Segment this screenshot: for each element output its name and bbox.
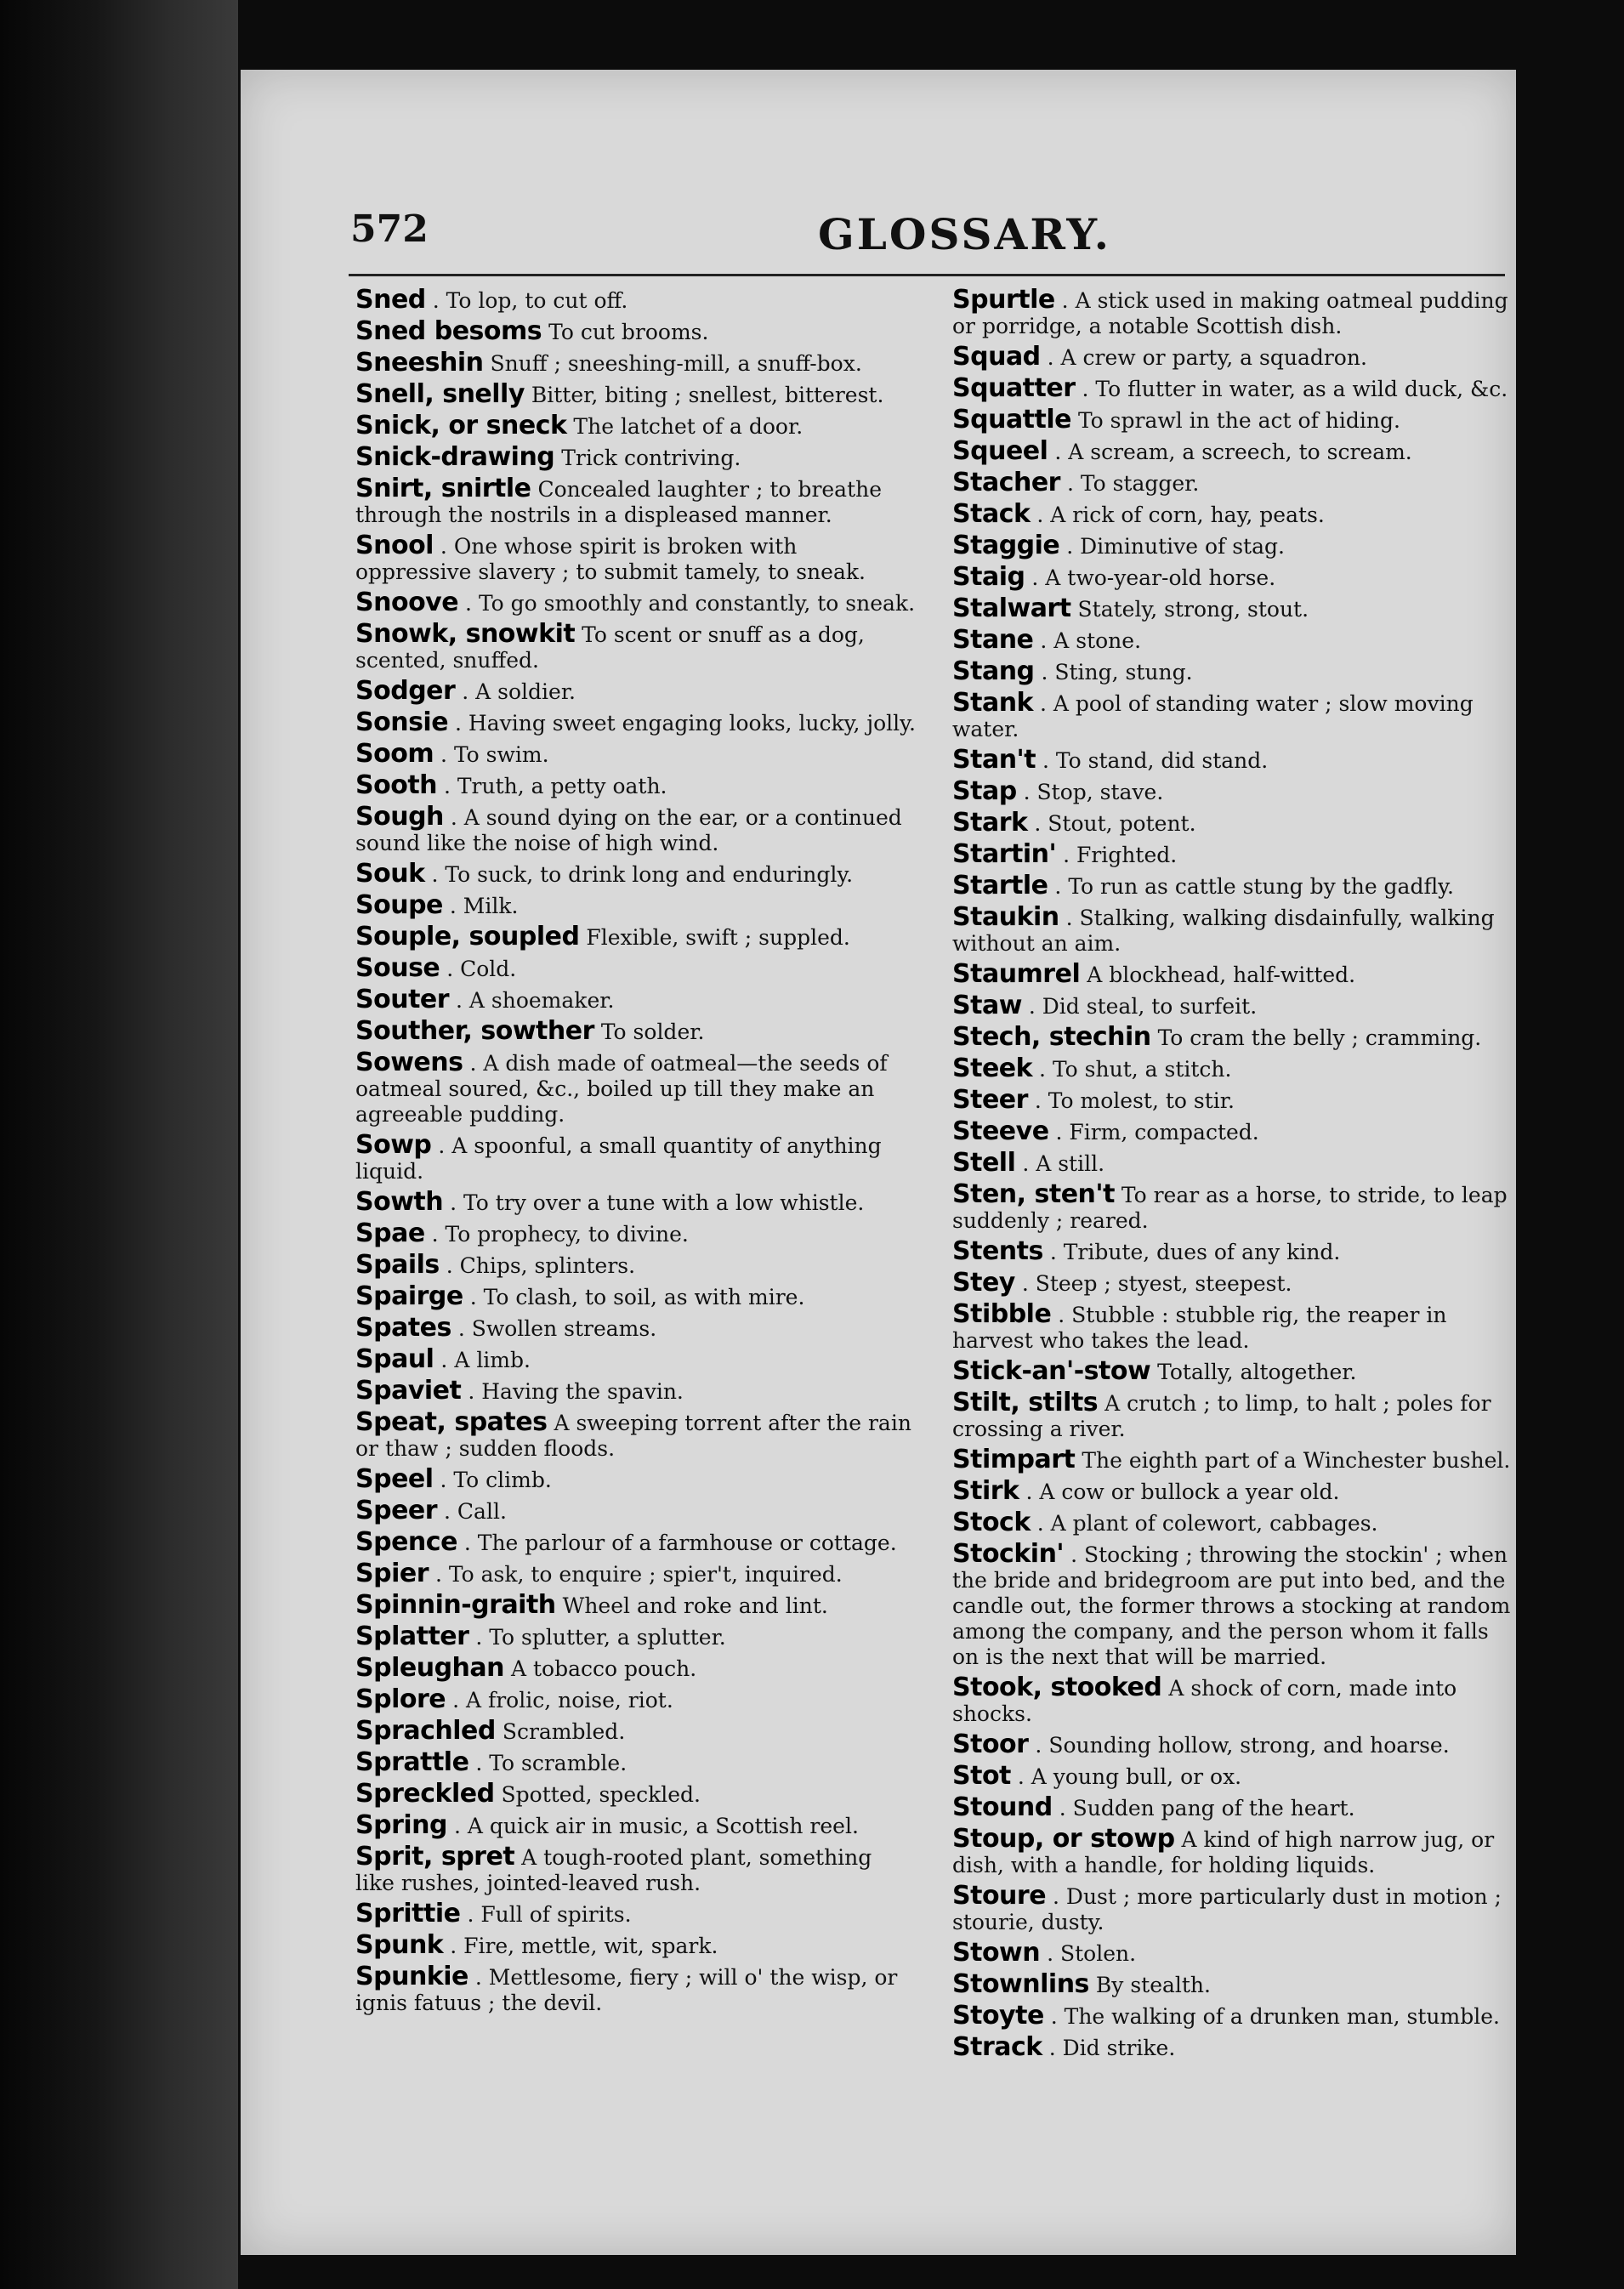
glossary-definition: The latchet of a door. <box>573 414 803 439</box>
glossary-entry <box>355 953 917 983</box>
glossary-definition: . Swollen streams. <box>457 1316 657 1341</box>
glossary-definition: . Stop, stave. <box>1023 780 1164 804</box>
glossary-entry <box>355 590 917 616</box>
glossary-headword: Stownlins <box>952 1969 1089 1999</box>
glossary-headword: Speat, spates <box>355 1407 548 1437</box>
glossary-definition: . To run as cattle stung by the gadfly. <box>1054 874 1454 899</box>
glossary-headword: Stoure <box>952 1881 1047 1911</box>
glossary-entry <box>952 2032 1513 2062</box>
glossary-headword: Steer <box>952 1085 1028 1115</box>
glossary-definition: Scrambled. <box>502 1719 626 1744</box>
glossary-headword: Sooth <box>355 770 438 800</box>
glossary-definition: . A sound dying on the ear, or a continued sound like the noise of high wind. <box>355 805 902 855</box>
glossary-entry <box>355 1315 917 1342</box>
glossary-headword: Spurtle <box>952 285 1055 315</box>
glossary-entry <box>355 804 917 856</box>
glossary-headword: Squeel <box>952 436 1048 466</box>
glossary-definition: . Sudden pang of the heart. <box>1059 1796 1355 1820</box>
glossary-entry <box>952 596 1513 622</box>
glossary-headword: Stoup, or stowp <box>952 1824 1175 1854</box>
glossary-definition: . To go smoothly and constantly, to sneak. <box>465 591 916 616</box>
glossary-definition: To cram the belly ; cramming. <box>1157 1025 1482 1050</box>
running-head: GLOSSARY. <box>818 209 1111 259</box>
glossary-definition: . To lop, to cut off. <box>432 288 628 313</box>
glossary-entry <box>952 470 1513 497</box>
glossary-entry <box>355 476 917 528</box>
glossary-entry <box>355 1561 917 1588</box>
glossary-entry <box>952 407 1513 434</box>
glossary-definition: . A scream, a screech, to scream. <box>1054 440 1412 464</box>
glossary-headword: Snowk, snowkit <box>355 619 576 649</box>
glossary-headword: Splatter <box>355 1622 469 1651</box>
glossary-definition: . Did strike. <box>1048 2036 1176 2060</box>
glossary-headword: Stoor <box>952 1730 1029 1759</box>
glossary-headword: Squattle <box>952 405 1071 435</box>
glossary-entry <box>952 562 1513 592</box>
glossary-entry <box>952 1150 1513 1177</box>
glossary-entry <box>355 1781 917 1808</box>
glossary-entry <box>355 1747 917 1777</box>
glossary-entry <box>355 619 917 673</box>
glossary-entry <box>952 1883 1513 1935</box>
glossary-definition: . To prophecy, to divine. <box>431 1222 689 1247</box>
glossary-headword: Sough <box>355 802 444 832</box>
glossary-entry <box>952 959 1513 989</box>
glossary-definition: . To stand, did stand. <box>1042 748 1269 773</box>
glossary-definition: By stealth. <box>1095 1973 1211 1997</box>
glossary-definition: . Stocking ; throwing the stockin' ; when the bride and bridegroom are put into bed, and the candle out, the former throws a stocking at random among the company, and the person whom it falls on is the next that will be married. <box>952 1542 1511 1669</box>
glossary-entry <box>355 707 917 737</box>
glossary-entry <box>952 902 1513 957</box>
glossary-definition: . Full of spirits. <box>467 1902 632 1927</box>
glossary-entry <box>355 741 917 768</box>
glossary-definition: . A frolic, noise, riot. <box>452 1688 673 1712</box>
glossary-entry <box>952 1390 1513 1442</box>
glossary-headword: Sodger <box>355 676 456 706</box>
glossary-headword: Stilt, stilts <box>952 1388 1099 1417</box>
glossary-headword: Stick-an'-stow <box>952 1356 1151 1386</box>
glossary-entry <box>355 1527 917 1557</box>
glossary-entry <box>952 873 1513 900</box>
glossary-definition: . Fire, mettle, wit, spark. <box>450 1934 718 1958</box>
glossary-headword: Stibble <box>952 1299 1052 1329</box>
glossary-headword: Sprittie <box>355 1899 461 1928</box>
glossary-definition: A kind of high narrow jug, or dish, with a handle, for holding liquids. <box>952 1827 1495 1877</box>
glossary-definition: . To try over a tune with a low whistle. <box>450 1190 865 1215</box>
glossary-headword: Spinnin-graith <box>355 1590 556 1620</box>
glossary-headword: Sowp <box>355 1130 432 1160</box>
glossary-headword: Squatter <box>952 373 1076 403</box>
glossary-headword: Stey <box>952 1268 1015 1298</box>
glossary-definition: To rear as a horse, to stride, to leap suddenly ; reared. <box>952 1183 1508 1233</box>
glossary-headword: Spairge <box>355 1281 463 1311</box>
glossary-definition: . Having sweet engaging looks, lucky, jolly. <box>455 711 916 736</box>
glossary-definition: . Having the spavin. <box>468 1379 684 1404</box>
glossary-headword: Stook, stooked <box>952 1673 1162 1702</box>
glossary-entry <box>952 776 1513 806</box>
glossary-definition: Trick contriving. <box>561 446 741 470</box>
glossary-definition: To sprawl in the act of hiding. <box>1077 408 1400 433</box>
glossary-definition: . To swim. <box>440 742 549 767</box>
glossary-entry <box>355 1624 917 1650</box>
glossary-column-left <box>355 287 917 2021</box>
glossary-headword: Stot <box>952 1761 1011 1791</box>
glossary-entry <box>355 413 917 440</box>
glossary-headword: Splore <box>355 1684 446 1714</box>
glossary-definition: . Firm, compacted. <box>1055 1120 1259 1144</box>
glossary-entry <box>952 839 1513 869</box>
glossary-entry <box>355 350 917 377</box>
glossary-definition: . Stout, potent. <box>1034 811 1196 836</box>
glossary-entry <box>355 379 917 409</box>
glossary-entry <box>355 316 917 346</box>
glossary-entry <box>952 1356 1513 1386</box>
glossary-entry <box>355 1964 917 2016</box>
glossary-headword: Stents <box>952 1236 1043 1266</box>
glossary-definition: . One whose spirit is broken with oppressive slavery ; to submit tamely, to sneak. <box>355 534 866 584</box>
glossary-entry <box>355 890 917 920</box>
glossary-definition: . A shoemaker. <box>456 988 615 1013</box>
glossary-definition: . A young bull, or ox. <box>1017 1764 1242 1789</box>
glossary-headword: Staw <box>952 991 1022 1020</box>
glossary-definition: A sweeping torrent after the rain or thaw ; sudden floods. <box>355 1411 911 1461</box>
glossary-headword: Sprattle <box>355 1747 469 1777</box>
glossary-entry <box>952 1940 1513 1967</box>
glossary-entry <box>952 656 1513 686</box>
glossary-definition: . A rick of corn, hay, peats. <box>1036 503 1325 527</box>
glossary-entry <box>355 442 917 472</box>
glossary-entry <box>355 1844 917 1896</box>
glossary-definition: Bitter, biting ; snellest, bitterest. <box>531 383 884 407</box>
glossary-definition: . Mettlesome, fiery ; will o' the wisp, or ignis fatuus ; the devil. <box>355 1965 898 2015</box>
glossary-definition: . Steep ; styest, steepest. <box>1021 1271 1292 1296</box>
glossary-headword: Startin' <box>952 839 1057 869</box>
glossary-headword: Souther, sowther <box>355 1016 594 1046</box>
glossary-headword: Stoyte <box>952 2001 1044 2031</box>
glossary-entry <box>952 344 1513 371</box>
glossary-entry <box>952 1022 1513 1052</box>
glossary-entry <box>355 1252 917 1279</box>
glossary-entry <box>355 1407 917 1462</box>
glossary-definition: . To climb. <box>440 1468 552 1492</box>
glossary-definition: . A soldier. <box>462 679 576 704</box>
glossary-column-right <box>952 287 1513 2066</box>
glossary-definition: . A stick used in making oatmeal pudding or porridge, a notable Scottish dish. <box>952 288 1508 338</box>
glossary-entry <box>952 747 1513 774</box>
glossary-headword: Stang <box>952 656 1035 686</box>
glossary-definition: . A stone. <box>1040 628 1142 653</box>
glossary-headword: Stockin' <box>952 1539 1065 1569</box>
glossary-definition: Snuff ; sneeshing-mill, a snuff-box. <box>490 351 862 376</box>
glossary-entry <box>952 1116 1513 1146</box>
glossary-headword: Stark <box>952 808 1028 838</box>
glossary-headword: Spails <box>355 1250 440 1280</box>
glossary-definition: Totally, altogether. <box>1157 1360 1357 1384</box>
glossary-headword: Snool <box>355 531 434 560</box>
glossary-headword: Sonsie <box>355 707 449 737</box>
glossary-entry <box>952 810 1513 837</box>
glossary-headword: Stech, stechin <box>952 1022 1151 1052</box>
glossary-entry <box>355 287 917 314</box>
glossary-headword: Snirt, snirtle <box>355 474 531 503</box>
glossary-definition: . Cold. <box>446 957 517 981</box>
glossary-headword: Stock <box>952 1508 1031 1537</box>
glossary-headword: Sowth <box>355 1187 444 1217</box>
glossary-entry <box>952 373 1513 403</box>
glossary-headword: Stell <box>952 1148 1016 1178</box>
glossary-definition: . A plant of colewort, cabbages. <box>1036 1511 1378 1536</box>
glossary-definition: . To ask, to enquire ; spier't, inquired. <box>434 1562 843 1587</box>
glossary-headword: Sprachled <box>355 1716 496 1746</box>
glossary-headword: Staumrel <box>952 959 1081 989</box>
glossary-definition: . A pool of standing water ; slow moving water. <box>952 691 1474 741</box>
glossary-entry <box>952 1510 1513 1536</box>
header-rule <box>349 274 1505 276</box>
glossary-definition: A crutch ; to limp, to halt ; poles for crossing a river. <box>952 1391 1491 1441</box>
glossary-headword: Stan't <box>952 745 1036 775</box>
glossary-entry <box>355 1901 917 1928</box>
glossary-headword: Snick-drawing <box>355 442 555 472</box>
glossary-definition: . The parlour of a farmhouse or cottage. <box>463 1531 897 1555</box>
glossary-entry <box>952 1761 1513 1791</box>
glossary-headword: Staig <box>952 562 1025 592</box>
glossary-entry <box>355 1281 917 1311</box>
glossary-definition: . Stolen. <box>1047 1941 1137 1966</box>
glossary-entry <box>355 1718 917 1745</box>
glossary-headword: Spaviet <box>355 1376 462 1406</box>
glossary-definition: . To stagger. <box>1066 471 1200 496</box>
glossary-definition: A blockhead, half-witted. <box>1087 963 1356 987</box>
glossary-headword: Soom <box>355 739 434 769</box>
glossary-definition: . Dust ; more particularly dust in motion ; stourie, dusty. <box>952 1884 1502 1934</box>
glossary-headword: Sned <box>355 285 426 315</box>
glossary-entry <box>952 993 1513 1020</box>
glossary-definition: . Milk. <box>449 894 519 918</box>
glossary-entry <box>952 625 1513 655</box>
glossary-entry <box>355 1684 917 1714</box>
glossary-headword: Stane <box>952 625 1034 655</box>
glossary-entry <box>355 1930 917 1960</box>
glossary-headword: Snick, or sneck <box>355 411 567 440</box>
glossary-entry <box>355 987 917 1014</box>
glossary-entry <box>952 1675 1513 1727</box>
glossary-definition: . A two-year-old horse. <box>1031 565 1276 590</box>
glossary-headword: Sten, sten't <box>952 1179 1115 1209</box>
glossary-headword: Sned besoms <box>355 316 542 346</box>
glossary-entry <box>952 1826 1513 1878</box>
glossary-entry <box>355 1653 917 1683</box>
glossary-headword: Stown <box>952 1938 1041 1968</box>
glossary-entry <box>952 2003 1513 2030</box>
glossary-headword: Souse <box>355 953 440 983</box>
glossary-entry <box>355 1187 917 1217</box>
glossary-entry <box>355 1218 917 1248</box>
glossary-headword: Soupe <box>355 890 443 920</box>
glossary-entry <box>952 1476 1513 1506</box>
glossary-definition: . To splutter, a splutter. <box>475 1625 726 1650</box>
glossary-definition: Wheel and roke and lint. <box>562 1593 828 1618</box>
glossary-definition: To scent or snuff as a dog, scented, snuffed. <box>355 622 865 673</box>
glossary-definition: . Sting, stung. <box>1041 660 1193 684</box>
glossary-entry <box>952 1447 1513 1474</box>
glossary-headword: Speel <box>355 1464 434 1494</box>
glossary-definition: . To suck, to drink long and enduringly. <box>431 862 854 887</box>
glossary-definition: . A dish made of oatmeal—the seeds of oatmeal soured, &c., boiled up till they make an agreeable pudding. <box>355 1051 888 1127</box>
glossary-headword: Spreckled <box>355 1779 495 1809</box>
glossary-definition: . A limb. <box>440 1348 531 1372</box>
glossary-definition: . To molest, to stir. <box>1034 1088 1235 1113</box>
glossary-entry <box>355 1050 917 1127</box>
glossary-entry <box>355 924 917 951</box>
glossary-entry <box>355 1498 917 1525</box>
glossary-definition: . Truth, a petty oath. <box>443 774 667 798</box>
glossary-entry <box>355 861 917 888</box>
glossary-headword: Speer <box>355 1496 438 1525</box>
glossary-headword: Souter <box>355 985 450 1014</box>
glossary-headword: Stound <box>952 1792 1053 1822</box>
glossary-headword: Sowens <box>355 1048 463 1077</box>
glossary-definition: . To scramble. <box>475 1751 627 1775</box>
glossary-entry <box>952 1085 1513 1115</box>
glossary-entry <box>355 533 917 585</box>
glossary-definition: . A spoonful, a small quantity of anything liquid. <box>355 1133 882 1184</box>
glossary-entry <box>952 1179 1513 1234</box>
glossary-definition: To cut brooms. <box>548 320 709 344</box>
glossary-definition: Concealed laughter ; to breathe through the nostrils in a displeased manner. <box>355 477 883 527</box>
glossary-definition: Stately, strong, stout. <box>1077 597 1309 622</box>
glossary-definition: . Diminutive of stag. <box>1066 534 1285 559</box>
glossary-definition: . Tribute, dues of any kind. <box>1049 1240 1341 1264</box>
glossary-headword: Spae <box>355 1218 425 1248</box>
glossary-entry <box>355 1130 917 1184</box>
glossary-entry <box>952 533 1513 559</box>
glossary-headword: Spring <box>355 1810 447 1840</box>
glossary-definition: The eighth part of a Winchester bushel. <box>1082 1448 1511 1473</box>
glossary-entry <box>952 1299 1513 1354</box>
glossary-definition: . The walking of a drunken man, stumble. <box>1050 2004 1500 2029</box>
glossary-headword: Souk <box>355 859 425 889</box>
glossary-definition: . Call. <box>444 1499 507 1524</box>
glossary-headword: Steek <box>952 1054 1033 1083</box>
glossary-definition: . A cow or bullock a year old. <box>1025 1480 1340 1504</box>
glossary-entry <box>355 676 917 706</box>
glossary-entry <box>952 1539 1513 1670</box>
glossary-headword: Spier <box>355 1559 429 1588</box>
glossary-entry <box>355 1344 917 1374</box>
glossary-entry <box>952 436 1513 466</box>
glossary-headword: Sprit, spret <box>355 1842 515 1872</box>
glossary-entry <box>952 1236 1513 1266</box>
glossary-headword: Spence <box>355 1527 457 1557</box>
glossary-definition: . Stubble : stubble rig, the reaper in harvest who takes the lead. <box>952 1303 1447 1353</box>
glossary-definition: . Chips, splinters. <box>446 1253 636 1278</box>
glossary-headword: Spates <box>355 1313 451 1343</box>
glossary-headword: Spunk <box>355 1930 444 1960</box>
glossary-entry <box>952 690 1513 742</box>
glossary-headword: Snell, snelly <box>355 379 525 409</box>
glossary-headword: Steeve <box>952 1116 1049 1146</box>
glossary-definition: A tough-rooted plant, something like rushes, jointed-leaved rush. <box>355 1845 872 1895</box>
glossary-definition: . Did steal, to surfeit. <box>1028 994 1258 1019</box>
glossary-headword: Spaul <box>355 1344 434 1374</box>
glossary-definition: Flexible, swift ; suppled. <box>586 925 850 950</box>
glossary-headword: Snoove <box>355 588 459 617</box>
glossary-entry <box>355 1016 917 1046</box>
glossary-headword: Stap <box>952 776 1017 806</box>
glossary-definition: . To flutter in water, as a wild duck, &c. <box>1082 377 1508 401</box>
glossary-headword: Stirk <box>952 1476 1019 1506</box>
glossary-definition: . To shut, a stitch. <box>1039 1057 1232 1082</box>
glossary-entry <box>952 1732 1513 1758</box>
glossary-definition: . A quick air in music, a Scottish reel. <box>453 1814 859 1838</box>
glossary-headword: Strack <box>952 2032 1042 2062</box>
glossary-definition: . A crew or party, a squadron. <box>1047 345 1367 370</box>
glossary-headword: Stack <box>952 499 1031 529</box>
glossary-definition: . To clash, to soil, as with mire. <box>469 1285 805 1309</box>
glossary-definition: A tobacco pouch. <box>510 1656 697 1681</box>
glossary-entry <box>952 1969 1513 1999</box>
glossary-entry <box>355 770 917 800</box>
glossary-entry <box>355 1464 917 1494</box>
glossary-entry <box>355 1378 917 1405</box>
glossary-headword: Souple, soupled <box>355 922 580 951</box>
glossary-definition: To solder. <box>600 1020 705 1044</box>
glossary-definition: . Sounding hollow, strong, and hoarse. <box>1035 1733 1450 1758</box>
glossary-headword: Sneeshin <box>355 348 484 378</box>
book-edge-shadow <box>0 0 238 2289</box>
glossary-headword: Startle <box>952 871 1048 900</box>
glossary-headword: Stimpart <box>952 1445 1076 1474</box>
glossary-headword: Stacher <box>952 468 1060 497</box>
glossary-entry <box>952 1792 1513 1822</box>
page-number: 572 <box>350 207 429 251</box>
glossary-definition: . Stalking, walking disdainfully, walking without an aim. <box>952 906 1495 956</box>
glossary-headword: Spleughan <box>355 1653 505 1683</box>
glossary-entry <box>355 1590 917 1620</box>
glossary-definition: . A still. <box>1022 1151 1105 1176</box>
glossary-headword: Staukin <box>952 902 1059 932</box>
glossary-headword: Spunkie <box>355 1962 468 1991</box>
glossary-entry <box>952 1270 1513 1297</box>
glossary-headword: Squad <box>952 342 1041 372</box>
glossary-definition: . Frighted. <box>1063 843 1178 867</box>
glossary-entry <box>952 1056 1513 1082</box>
glossary-headword: Stank <box>952 688 1033 718</box>
glossary-entry <box>355 1810 917 1840</box>
glossary-entry <box>952 287 1513 339</box>
glossary-definition: Spotted, speckled. <box>501 1782 701 1807</box>
glossary-definition: A shock of corn, made into shocks. <box>952 1676 1457 1726</box>
glossary-entry <box>952 499 1513 529</box>
glossary-headword: Stalwart <box>952 594 1071 623</box>
glossary-headword: Staggie <box>952 531 1060 560</box>
